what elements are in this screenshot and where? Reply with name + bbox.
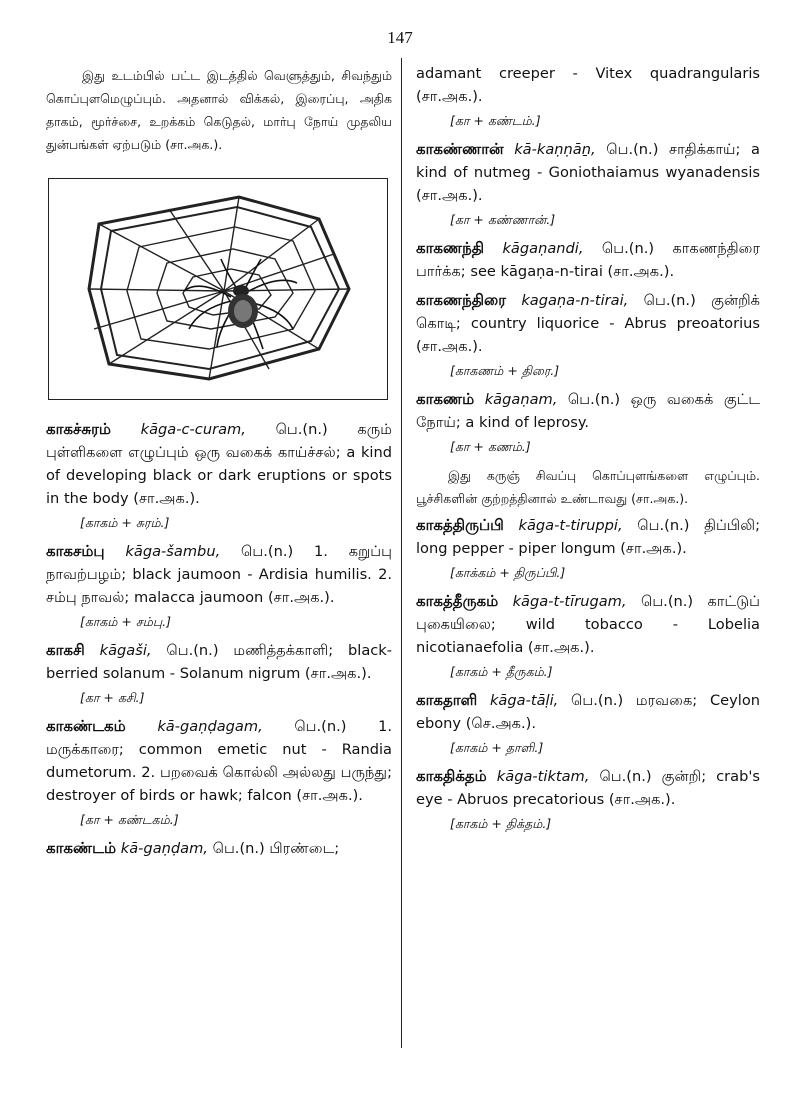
entry-note: இது கருஞ் சிவப்பு கொப்புளங்களை எழுப்பும். பூச்சிகளின் குற்றத்தினால் உண்டாவது (சா.அக.). [416,468,760,506]
headword: காகசி [46,641,85,659]
etymology: [காகம் + சம்பு.] [80,614,172,629]
entry-3 [46,715,392,807]
transliteration: kā-gaṇḍagam, [157,718,263,735]
entry-body: பெ.(n.) ஒரு வகைக் குட்ட நோய்; a kind of leprosy. [416,391,760,431]
entry-0 [46,418,392,510]
entry-r6 [416,689,760,735]
headword: காகதிக்தம் [416,767,487,785]
transliteration: kā-kaṇṇāṉ, [514,141,596,158]
right-column [416,62,760,841]
entry-body: பெ.(n.) குன்றி; crab's eye - Abruos precatorious (சா.அக.). [416,768,760,808]
entry-r5 [416,590,760,659]
etymology: [கா + கண்ணான்.] [450,212,556,227]
entry-body: பெ.(n.) 1. கறுப்பு நாவற்பழம்; black jaumoon - Ardisia humilis. 2. சம்பு நாவல்; malacca jaumoon (சா.அக.). [46,543,393,606]
entry-body: பெ.(n.) கரும் புள்ளிகளை எழுப்பும் ஒரு வகைக் காய்ச்சல்; a kind of developing black or dark eruptions or spots in the body (சா.அக.). [46,421,393,507]
column-divider [401,58,402,1048]
entry-body: பெ.(n.) குன்றிக் கொடி; country liquorice - Abrus preoatorius (சா.அக.). [416,292,761,355]
left-entries [46,418,392,860]
etymology: [கா + கண்டகம்.] [80,812,179,827]
transliteration: kāga-t-tiruppi, [518,517,623,534]
transliteration: kāga-tāḷi, [489,692,559,709]
entry-4 [46,837,392,860]
headword: காகத்தீருகம் [416,592,499,610]
entry-body: பெ.(n.) சாதிக்காய்; a kind of nutmeg - Goniothaiamus wyanadensis (சா.அக.). [416,141,760,204]
etymology: [காகம் + தீருகம்.] [450,664,553,679]
headword: காகணந்திரை [416,291,506,309]
left-column [46,62,392,864]
headword: காகணந்தி [416,239,485,257]
continuation-text: adamant creeper - Vitex quadrangularis (சா.அக.). [416,65,760,105]
etymology: [கா + கசி.] [80,690,145,705]
etymology: [காகம் + திக்தம்.] [450,816,552,831]
etymology: [காகணம் + திரை.] [450,363,560,378]
entry-r4 [416,514,760,560]
headword: காகதாளி [416,691,478,709]
transliteration: kāga-t-tīrugam, [512,593,627,610]
etymology: [கா + கண்டம்.] [450,113,541,128]
spider-web-figure [48,178,388,400]
entry-body: பெ.(n.) காட்டுப் புகையிலை; wild tobacco - Lobelia nicotianaefolia (சா.அக.). [416,593,760,656]
page-number: 147 [387,28,413,47]
entry-body: பெ.(n.) காகணந்திரை பார்க்க; see kāgaṇa-n-tirai (சா.அக.). [416,240,760,280]
transliteration: kāgaši, [99,642,152,659]
etymology: [காகம் + சுரம்.] [80,515,170,530]
etymology: [காகம் + தாளி.] [450,740,544,755]
transliteration: kāga-šambu, [125,543,221,560]
entry-r2 [416,289,760,358]
entry-body: பெ.(n.) திப்பிலி; long pepper - piper longum (சா.அக.). [416,517,760,557]
transliteration: kāgaṇam, [484,391,558,408]
entry-body: பெ.(n.) மரவகை; Ceylon ebony (செ.அக.). [416,692,761,732]
intro-note: இது உடம்பில் பட்ட இடத்தில் வெளுத்தும், சிவந்தும் கொப்புளமெழுப்பும். அதனால் விக்கல், இரைப்பு, அதிக தாகம், மூர்ச்சை, உறக்கம் கெடுதல், மார்பு நோய் முதலிய துன்பங்கள் ஏற்படும் (சா.அக.). [46,68,392,152]
headword: காகண்டம் [46,839,117,857]
etymology: [கா + கணம்.] [450,439,531,454]
entry-1 [46,540,392,609]
headword: காகண்ணான் [416,140,504,158]
headword: காகணம் [416,390,475,408]
transliteration: kāgaṇandi, [502,240,584,257]
spider-web-icon [49,179,387,399]
entry-body: பெ.(n.) மணித்தக்காளி; black-berried solanum - Solanum nigrum (சா.அக.). [46,642,392,682]
entry-r3 [416,388,760,434]
headword: காகத்திருப்பி [416,516,504,534]
headword: காகண்டகம் [46,717,126,735]
transliteration: kā-gaṇḍam, [120,840,208,857]
entry-r0 [416,138,760,207]
transliteration: kāga-c-curam, [140,421,246,438]
entry-body: பெ.(n.) பிரண்டை; [207,840,340,857]
entry-r7 [416,765,760,811]
headword: காகச்சுரம் [46,420,111,438]
entry-r1 [416,237,760,283]
entry-body: பெ.(n.) 1. மருக்காரை; common emetic nut - Randia dumetorum. 2. பறவைக் கொல்லி அல்லது பருந்து; destroyer of birds or hawk; falcon (சா.அக.). [46,718,392,804]
transliteration: kagaṇa-n-tirai, [521,292,629,309]
transliteration: kāga-tiktam, [496,768,590,785]
etymology: [காக்கம் + திருப்பி.] [450,565,566,580]
headword: காகசம்பு [46,542,105,560]
entry-2 [46,639,392,685]
